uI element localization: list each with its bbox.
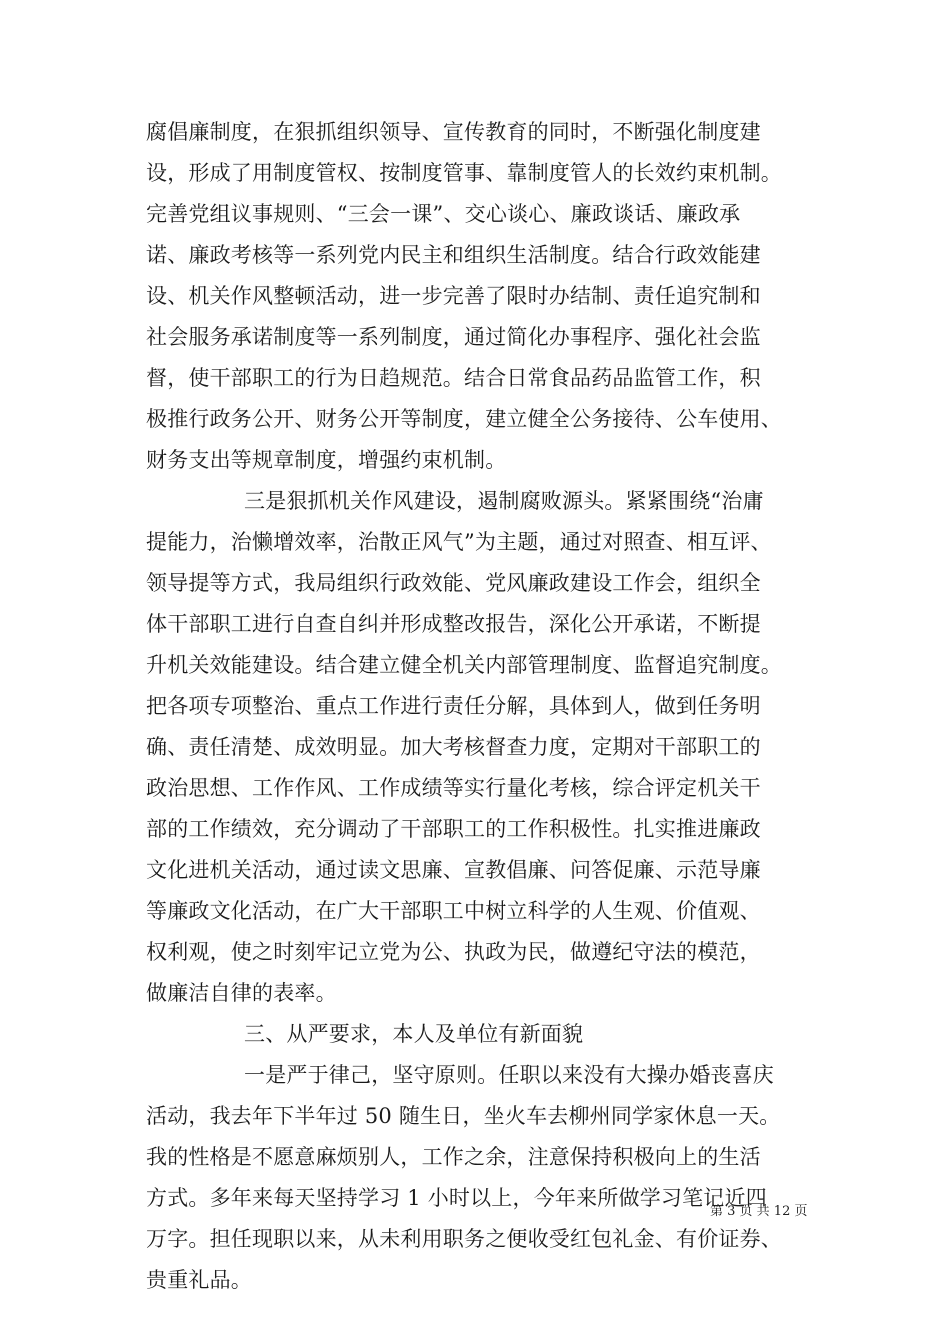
body-line: 财务支出等规章制度，增强约束机制。 [146,448,507,472]
body-line: 升机关效能建设。结合建立健全机关内部管理制度、监督追究制度。 [146,653,782,677]
body-line: 把各项专项整治、重点工作进行责任分解，具体到人，做到任务明 [146,694,761,718]
body-line: 诺、廉政考核等一系列党内民主和组织生活制度。结合行政效能建 [146,243,761,267]
body-line: 设、机关作风整顿活动，进一步完善了限时办结制、责任追究制和 [146,284,761,308]
body-line: 政治思想、工作作风、工作成绩等实行量化考核，综合评定机关干 [146,776,761,800]
body-line: 设，形成了用制度管权、按制度管事、靠制度管人的长效约束机制。 [146,161,782,185]
body-line: 腐倡廉制度，在狠抓组织领导、宣传教育的同时，不断强化制度建 [146,120,761,144]
body-line: 确、责任清楚、成效明显。加大考核督查力度，定期对干部职工的 [146,735,761,759]
page-number-footer: 第 3 页 共 12 页 [710,1204,808,1219]
body-line: 督，使干部职工的行为日趋规范。结合日常食品药品监管工作，积 [146,366,761,390]
body-line: 我的性格是不愿意麻烦别人，工作之余，注意保持积极向上的生活 [146,1145,761,1169]
body-line: 完善党组议事规则、“三会一课”、交心谈心、廉政谈话、廉政承 [146,202,741,226]
body-line: 领导提等方式，我局组织行政效能、党风廉政建设工作会，组织全 [146,571,761,595]
body-line: 体干部职工进行自查自纠并形成整改报告，深化公开承诺，不断提 [146,612,761,636]
body-line: 方式。多年来每天坚持学习 1 小时以上，今年来所做学习笔记近四 [146,1186,767,1210]
body-line: 等廉政文化活动，在广大干部职工中树立科学的人生观、价值观、 [146,899,761,923]
body-line: 活动，我去年下半年过 50 随生日，坐火车去柳州同学家休息一天。 [146,1104,781,1128]
body-line: 文化进机关活动，通过读文思廉、宣教倡廉、问答促廉、示范导廉 [146,858,761,882]
section-heading: 三、从严要求，本人及单位有新面貌 [244,1022,584,1046]
body-line: 做廉洁自律的表率。 [146,981,337,1005]
paragraph-start-line: 三是狠抓机关作风建设，遏制腐败源头。紧紧围绕“治庸 [244,489,764,513]
body-line: 部的工作绩效，充分调动了干部职工的工作积极性。扎实推进廉政 [146,817,761,841]
body-line: 提能力，治懒增效率，治散正风气”为主题，通过对照查、相互评、 [146,530,772,554]
body-line: 权利观，使之时刻牢记立党为公、执政为民，做遵纪守法的模范， [146,940,761,964]
paragraph-start-line: 一是严于律己，坚守原则。任职以来没有大操办婚丧喜庆 [244,1063,774,1087]
body-line: 贵重礼品。 [146,1268,252,1292]
body-line: 社会服务承诺制度等一系列制度，通过简化办事程序、强化社会监 [146,325,761,349]
body-line: 极推行政务公开、财务公开等制度，建立健全公务接待、公车使用、 [146,407,782,431]
body-line: 万字。担任现职以来，从未利用职务之便收受红包礼金、有价证券、 [146,1227,782,1251]
